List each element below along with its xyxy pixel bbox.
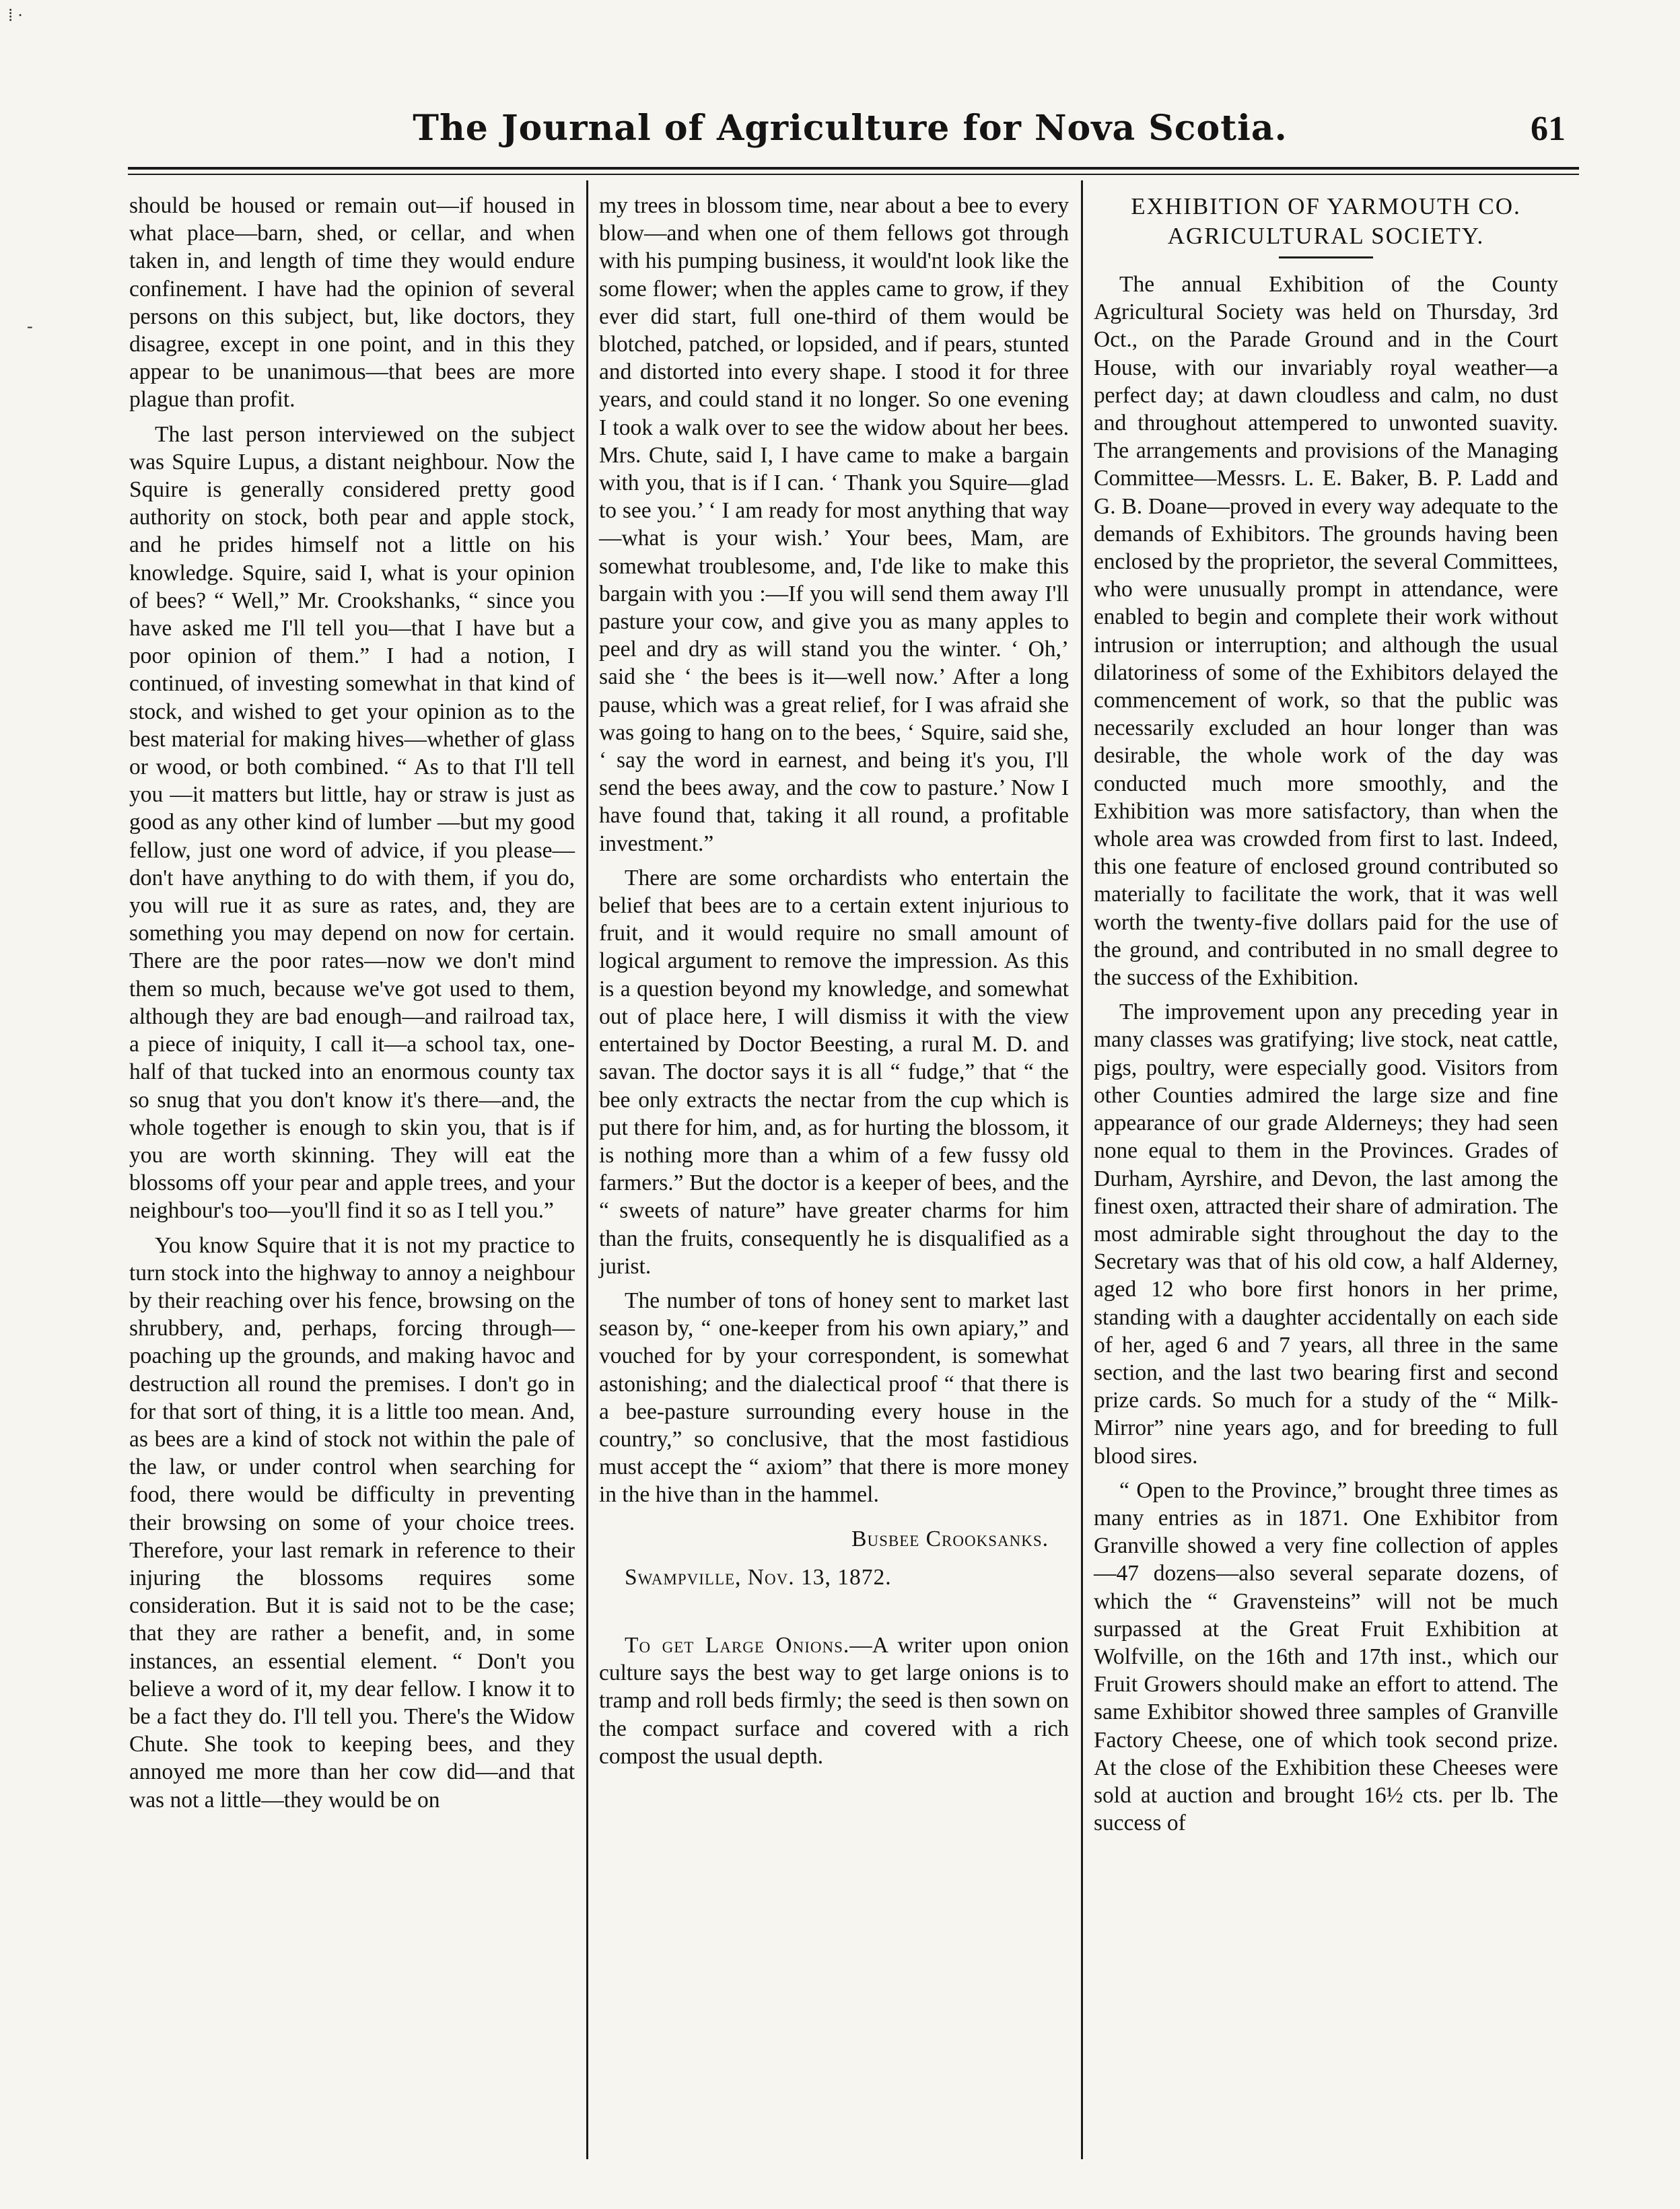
section-heading <box>1094 192 1558 251</box>
margin-mark: ⁞ · <box>8 5 24 25</box>
paragraph: The annual Exhibition of the County Agricultural Society was held on Thursday, 3rd Oct., on the Parade Ground and in the Court House, with our invariably royal weather—a perfect day; at dawn cloudless and calm, no dust and throughout attempered to unwonted suavity. The arrangements and provisions of the Managing Committee—Messrs. L. E. Baker, B. P. Ladd and G. B. Doane—proved in every way adequate to the demands of Exhibitors. The grounds having been enclosed by the proprietor, the several Committees, who were unusually prompt in attendance, were enabled to begin and complete their work without intrusion or interruption; and although the usual dilatoriness of some of the Exhibitors delayed the commencement of work, so that the public was necessarily excluded an hour longer than was desirable, the whole work of the day was conducted much more smoothly, and the Exhibition was more satisfactory, than when the whole area was crowded from first to last. Indeed, this one feature of enclosed ground contributed so materially to facilitate the work, that it was well worth the twenty-five dollars paid for the use of the ground, and contributed in no small degree to the success of the Exhibition. <box>1094 272 1558 991</box>
header-rule <box>128 174 1579 175</box>
column-divider <box>586 180 588 2159</box>
notice-lead: To get Large Onions. <box>625 1632 850 1658</box>
section-heading-line: EXHIBITION OF YARMOUTH CO. <box>1131 193 1521 219</box>
column-left <box>129 192 575 1821</box>
section-heading-line: AGRICULTURAL SOCIETY. <box>1167 223 1485 249</box>
paragraph: “ Open to the Province,” brought three times as many entries as in 1871. One Exhibitor from Granville showed a very fine collection of apples—47 dozens—also several separate dozens, of which the “ Gravensteins” will not be much surpassed at the Great Fruit Exhibition at Wolfville, on the 16th and 17th inst., which our Fruit Growers should make an effort to attend. The same Exhibitor showed three samples of Granville Factory Cheese, one of which took second prize. At the close of the Exhibition these Cheeses were sold at auction and brought 16½ cts. per lb. The success of <box>1094 1477 1558 1836</box>
dateline: Swampville, Nov. 13, 1872. <box>625 1564 892 1590</box>
heading-rule <box>1279 256 1373 258</box>
notice-body: —A writer upon onion culture says the best way to get large onions is to tramp and roll beds firmly; the seed is then sown on the compact surface and covered with a rich compost the usual depth. <box>599 1632 1069 1769</box>
signature: Busbee Crooksanks. <box>851 1526 1049 1551</box>
column-right <box>1094 192 1558 1844</box>
header-rule <box>128 167 1579 170</box>
running-head: The Journal of Agriculture for Nova Scotia. <box>413 108 1288 149</box>
paragraph: The number of tons of honey sent to market last season by, “ one-keeper from his own apiary,” and vouched for by your correspondent, is somewhat astonishing; and the dialectical proof “ that there is a bee-pasture surrounding every house in the country,” so conclusive, that the most fastidious must accept the “ axiom” that there is more money in the hive than in the hammel. <box>599 1288 1069 1508</box>
column-divider <box>1081 180 1083 2159</box>
paragraph: The last person interviewed on the subject was Squire Lupus, a distant neighbour. Now the Squire is generally considered pretty good authority on stock, both pear and apple stock, and he prides himself not a little on his knowledge. Squire, said I, what is your opinion of bees? “ Well,” Mr. Crookshanks, “ since you have asked me I'll tell you—that I have but a poor opinion of them.” I had a notion, I continued, of investing somewhat in that kind of stock, and wished to get your opinion as to the best material for making hives—whether of glass or wood, or both combined. “ As to that I'll tell you —it matters but little, hay or straw is just as good as any other kind of lumber —but my good fellow, just one word of advice, if you please—don't have anything to do with them, if you do, you will rue it as sure as rates, and, they are something you may depend on now for certain. There are the poor rates—now we don't mind them so much, because we've got used to them, although they are bad enough—and railroad tax, a piece of iniquity, I call it—a school tax, one-half of that tucked into an enormous county tax so snug that you don't know it's there—and, the whole together is enough to skin you, that is if you are worth skinning. They will eat the blossoms off your pear and apple trees, and your neighbour's too—you'll find it so as I tell you.” <box>129 421 575 1224</box>
paragraph: The improvement upon any preceding year in many classes was gratifying; live stock, neat cattle, pigs, poultry, were especially good. Visitors from other Counties admired the large size and fine appearance of our grade Alderneys; they had seen none equal to them in the Provinces. Grades of Durham, Ayrshire, and Devon, the last among the finest oxen, attracted their share of admiration. The most admirable sight throughout the day to the Secretary was that of his old cow, a half Alderney, aged 12 who bore first honors in her prime, standing with a daughter accidentally on each side of her, aged 6 and 7 years, all three in the same section, and the last two bearing first and second prize cards. So much for a study of the “ Milk-Mirror” nine years ago, and for breeding to full blood sires. <box>1094 1000 1558 1469</box>
column-middle <box>599 192 1069 1777</box>
paragraph: my trees in blossom time, near about a bee to every blow—and when one of them fellows got through with his pumping business, it would'nt look like the some flower; when the apples came to grow, if they ever did start, full one-third of them would be blotched, patched, or lopsided, and if pears, stunted and distorted into every shape. I stood it for three years, and could stand it no longer. So one evening I took a walk over to see the widow about her bees. Mrs. Chute, said I, I have came to make a bargain with you, that is if I can. ‘ Thank you Squire—glad to see you.’ ‘ I am ready for most anything that way—what is your wish.’ Your bees, Mam, are somewhat troublesome, and, I'de like to make this bargain with you :—If you will send them away I'll pasture your cow, and give you as many apples to peel and dry as will stand you the winter. ‘ Oh,’ said she ‘ the bees is it—well now.’ After a long pause, which was a great relief, for I was afraid she was going to hang on to the bees, ‘ Squire, said she, ‘ say the word in earnest, and being it's you, I'll send the bees away, and the cow to pasture.’ Now I have found that, taking it all round, a profitable investment.” <box>599 193 1069 856</box>
page-number: 61 <box>1531 110 1566 148</box>
margin-mark: - <box>27 316 33 336</box>
paragraph: You know Squire that it is not my practice to turn stock into the highway to annoy a neighbour by their reaching over his fence, browsing on the shrubbery, and, perhaps, forcing through—poaching up the grounds, and making havoc and destruction all round the premises. I don't go in for that sort of thing, it is a little too mean. And, as bees are a kind of stock not within the pale of the law, or under control when searching for food, there would be difficulty in preventing their browsing on some of your choice trees. Therefore, your last remark in reference to their injuring the blossoms requires some consideration. But it is said not to be the case; that they are rather a benefit, and, in some instances, an essential element. “ Don't you believe a word of it, my dear fellow. I know it to be a fact they do. I'll tell you. There's the Widow Chute. She took to keeping bees, and they annoyed me more than her cow did—and that was not a little—they would be on <box>129 1232 575 1813</box>
page-header <box>121 101 1579 162</box>
paragraph: should be housed or remain out—if housed in what place—barn, shed, or cellar, and when taken in, and length of time they would endure confinement. I have had the opinion of several persons on this subject, but, like doctors, they disagree, except in one point, and in this they appear to be unanimous—that bees are more plague than profit. <box>129 193 575 413</box>
notice-paragraph <box>599 1632 1069 1770</box>
paragraph: There are some orchardists who entertain the belief that bees are to a certain extent injurious to fruit, and it would require no small amount of logical argument to remove the impression. As this is a question beyond my knowledge, and somewhat out of place here, I will dismiss it with the view entertained by Doctor Beesting, a rural M. D. and savan. The doctor says it is all “ fudge,” that “ the bee only extracts the nectar from the cup which is put there for him, and, as for hurting the blossom, it is nothing more than a whim of a few fussy old farmers.” But the doctor is a keeper of bees, and the “ sweets of nature” have greater charms for him than the fruits, consequently he is disqualified as a jurist. <box>599 865 1069 1279</box>
